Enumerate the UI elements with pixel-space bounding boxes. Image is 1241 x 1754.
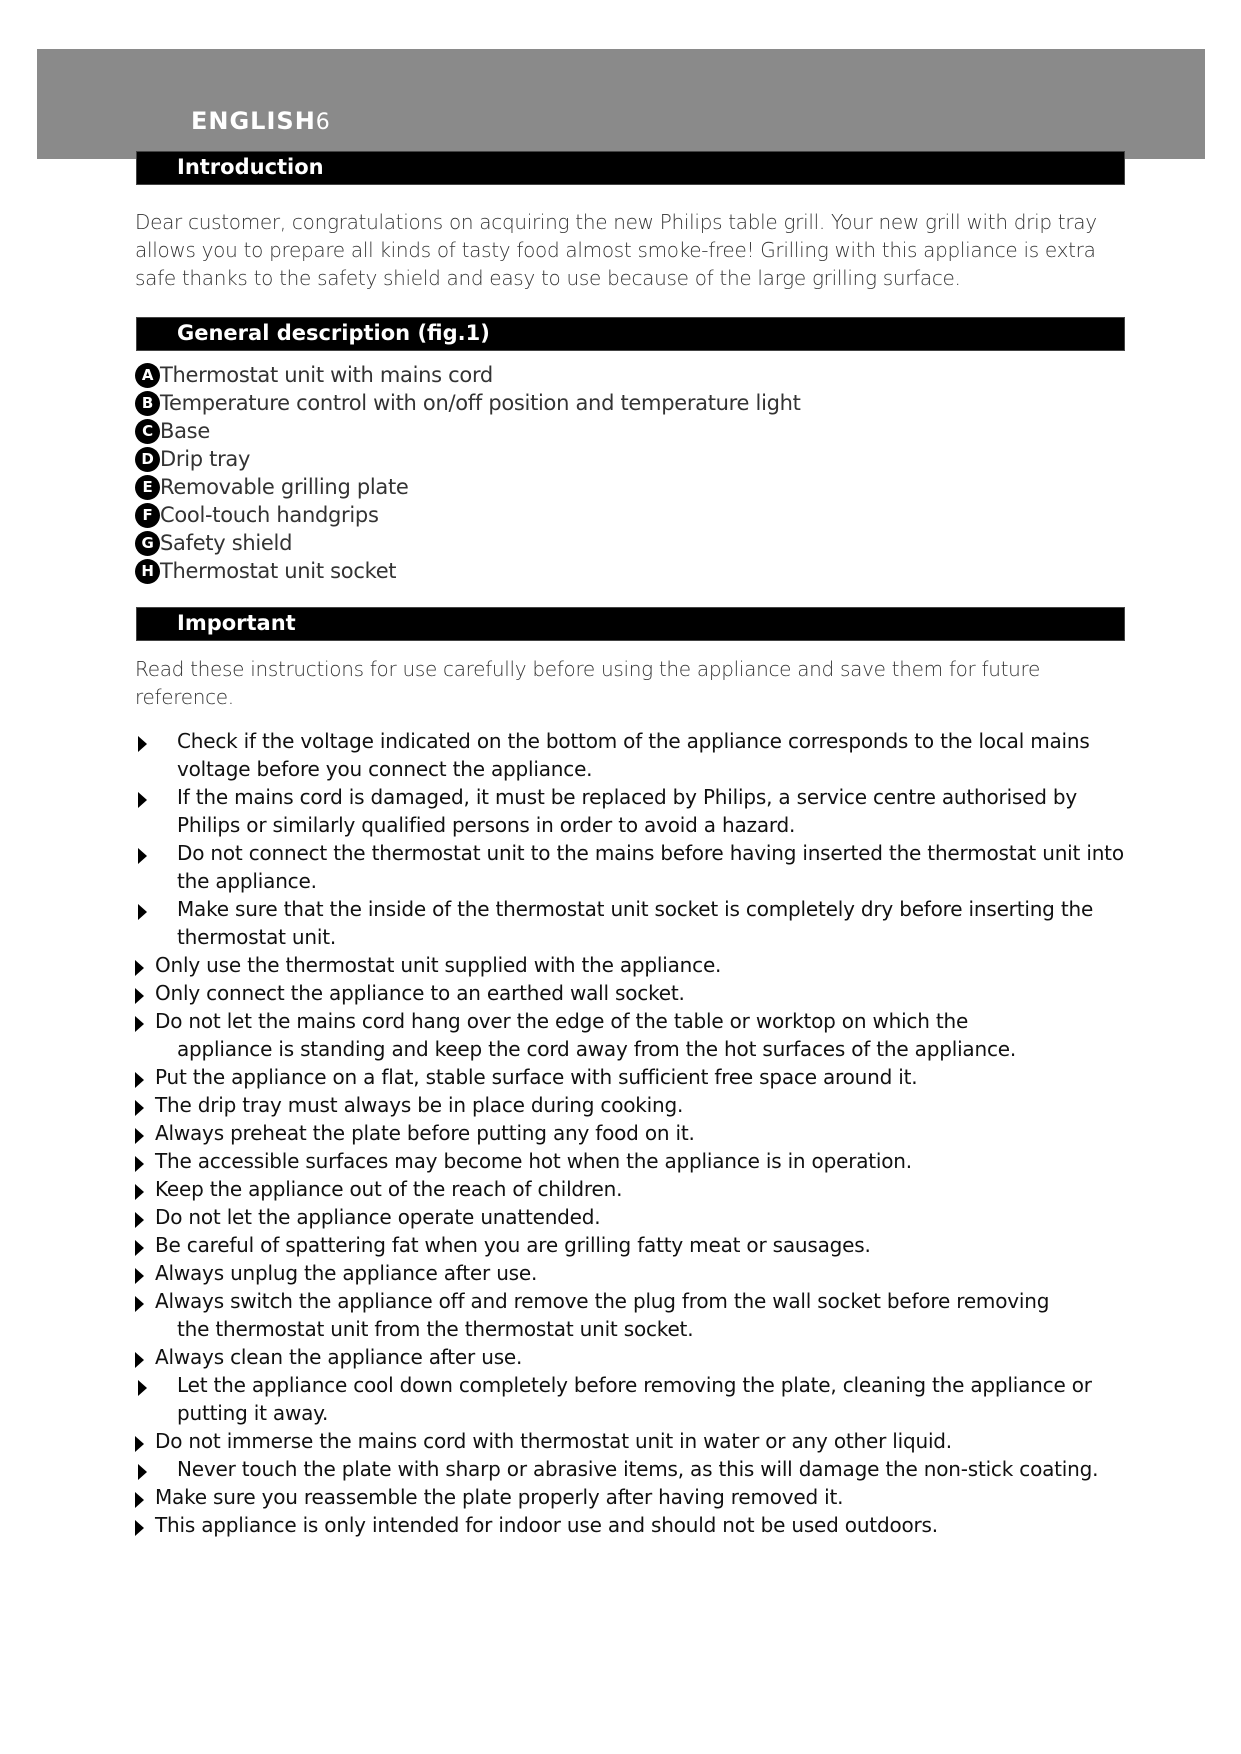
list-item-text: Always preheat the plate before putting any food on it. xyxy=(155,1121,695,1145)
section-heading-introduction xyxy=(136,151,1125,185)
list-item xyxy=(135,1175,1135,1203)
important-intro-text: Read these instructions for use carefully before using the appliance and save them for future reference. xyxy=(135,657,1041,709)
part-letter-icon: F xyxy=(135,503,160,528)
important-title: Important xyxy=(177,611,296,635)
list-item xyxy=(135,1287,1135,1343)
list-item xyxy=(135,839,1135,895)
bullet-icon xyxy=(138,736,147,752)
list-item-text: Only use the thermostat unit supplied with the appliance. xyxy=(155,953,722,977)
list-item-text: The accessible surfaces may become hot when the appliance is in operation. xyxy=(155,1149,912,1173)
list-item xyxy=(135,1063,1135,1091)
list-item xyxy=(135,979,1135,1007)
part-label: Removable grilling plate xyxy=(160,475,409,499)
list-item xyxy=(135,1483,1135,1511)
bullet-icon xyxy=(135,1128,144,1144)
bullet-icon xyxy=(135,1352,144,1368)
bullet-icon xyxy=(135,1240,144,1256)
bullet-icon xyxy=(135,1296,144,1312)
bullet-icon xyxy=(135,1016,144,1032)
part-label: Thermostat unit socket xyxy=(160,559,397,583)
header-band xyxy=(37,49,1205,159)
list-item xyxy=(135,1007,1135,1063)
list-item xyxy=(135,1259,1135,1287)
bullet-icon xyxy=(135,1520,144,1536)
introduction-text: Dear customer, congratulations on acquiring the new Philips table grill. Your new grill with drip tray allows you to prepare all kinds of tasty food almost smoke-free! Grilling with this appliance is extra safe thanks to the safety shield and easy to use because of the large grilling surface. xyxy=(135,210,1097,290)
part-label: Drip tray xyxy=(160,447,251,471)
part-letter-icon: D xyxy=(135,447,160,472)
part-item xyxy=(135,417,801,445)
bullet-icon xyxy=(135,1156,144,1172)
list-item-text: Always clean the appliance after use. xyxy=(155,1345,523,1369)
list-item xyxy=(135,1147,1135,1175)
part-item xyxy=(135,389,801,417)
bullet-icon xyxy=(138,904,147,920)
bullet-icon xyxy=(135,960,144,976)
bullet-icon xyxy=(135,1268,144,1284)
list-item-continuation: the thermostat unit from the thermostat unit socket. xyxy=(177,1317,694,1341)
part-label: Safety shield xyxy=(160,531,293,555)
bullet-icon xyxy=(138,1380,147,1396)
list-item xyxy=(135,1511,1135,1539)
part-item xyxy=(135,501,801,529)
list-item-continuation: appliance is standing and keep the cord away from the hot surfaces of the appliance. xyxy=(177,1037,1017,1061)
part-letter-icon: E xyxy=(135,475,160,500)
bullet-icon xyxy=(135,1184,144,1200)
part-label: Thermostat unit with mains cord xyxy=(160,363,493,387)
bullet-icon xyxy=(138,848,147,864)
list-item-text: Only connect the appliance to an earthed wall socket. xyxy=(155,981,685,1005)
parts-list xyxy=(135,361,801,585)
part-item xyxy=(135,361,801,389)
list-item-text: Always switch the appliance off and remove the plug from the wall socket before removing xyxy=(155,1289,1050,1313)
safety-list xyxy=(135,727,1135,1539)
part-letter-icon: B xyxy=(135,391,160,416)
list-item-text: This appliance is only intended for indoor use and should not be used outdoors. xyxy=(155,1513,938,1537)
list-item-text: Make sure you reassemble the plate properly after having removed it. xyxy=(155,1485,844,1509)
list-item-text: If the mains cord is damaged, it must be replaced by Philips, a service centre authorised by Philips or similarly qualified persons in order to avoid a hazard. xyxy=(177,785,1078,837)
list-item-text: Do not connect the thermostat unit to the mains before having inserted the thermostat unit into the appliance. xyxy=(177,841,1124,893)
page-header xyxy=(191,107,330,135)
part-letter-icon: C xyxy=(135,419,160,444)
list-item xyxy=(135,1203,1135,1231)
part-item xyxy=(135,445,801,473)
bullet-icon xyxy=(135,1100,144,1116)
list-item xyxy=(135,727,1135,783)
list-item-text: Never touch the plate with sharp or abrasive items, as this will damage the non-stick coating. xyxy=(177,1457,1099,1481)
list-item-text: Do not let the appliance operate unattended. xyxy=(155,1205,601,1229)
list-item xyxy=(135,895,1135,951)
bullet-icon xyxy=(138,792,147,808)
bullet-icon xyxy=(135,1072,144,1088)
list-item xyxy=(135,1371,1135,1427)
bullet-icon xyxy=(135,1492,144,1508)
part-letter-icon: A xyxy=(135,363,160,388)
list-item xyxy=(135,1231,1135,1259)
part-item xyxy=(135,557,801,585)
bullet-icon xyxy=(138,1464,147,1480)
part-item xyxy=(135,529,801,557)
section-heading-general-description xyxy=(136,317,1125,351)
part-letter-icon: H xyxy=(135,559,160,584)
list-item xyxy=(135,1119,1135,1147)
list-item xyxy=(135,1455,1135,1483)
general-description-title: General description (fig.1) xyxy=(177,321,490,345)
part-label: Temperature control with on/off position and temperature light xyxy=(160,391,801,415)
list-item xyxy=(135,951,1135,979)
list-item-text: Put the appliance on a flat, stable surface with sufficient free space around it. xyxy=(155,1065,918,1089)
list-item-text: Check if the voltage indicated on the bottom of the appliance corresponds to the local mains voltage before you connect the appliance. xyxy=(177,729,1090,781)
introduction-title: Introduction xyxy=(177,155,324,179)
list-item xyxy=(135,1343,1135,1371)
bullet-icon xyxy=(135,1436,144,1452)
list-item-text: Do not let the mains cord hang over the edge of the table or worktop on which the xyxy=(155,1009,969,1033)
language-label: ENGLISH xyxy=(191,107,316,135)
list-item xyxy=(135,783,1135,839)
section-heading-important xyxy=(136,607,1125,641)
list-item-text: Be careful of spattering fat when you are grilling fatty meat or sausages. xyxy=(155,1233,871,1257)
page-number: 6 xyxy=(315,110,330,135)
bullet-icon xyxy=(135,988,144,1004)
list-item-text: Always unplug the appliance after use. xyxy=(155,1261,538,1285)
list-item-text: Let the appliance cool down completely before removing the plate, cleaning the appliance or putting it away. xyxy=(177,1373,1092,1425)
part-item xyxy=(135,473,801,501)
list-item xyxy=(135,1427,1135,1455)
bullet-icon xyxy=(135,1212,144,1228)
list-item-text: Do not immerse the mains cord with thermostat unit in water or any other liquid. xyxy=(155,1429,952,1453)
list-item-text: Make sure that the inside of the thermostat unit socket is completely dry before inserting the thermostat unit. xyxy=(177,897,1094,949)
list-item-text: Keep the appliance out of the reach of children. xyxy=(155,1177,623,1201)
list-item-text: The drip tray must always be in place during cooking. xyxy=(155,1093,684,1117)
part-letter-icon: G xyxy=(135,531,160,556)
part-label: Cool-touch handgrips xyxy=(160,503,379,527)
list-item xyxy=(135,1091,1135,1119)
part-label: Base xyxy=(160,419,210,443)
